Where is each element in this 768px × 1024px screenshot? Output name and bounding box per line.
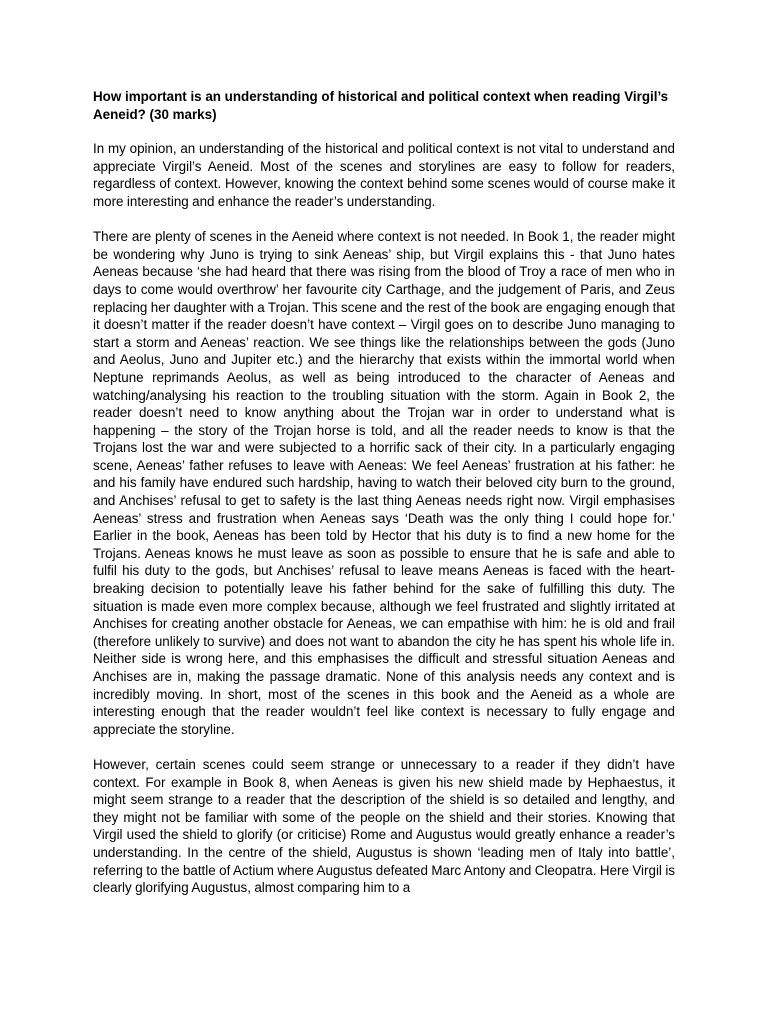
document-page <box>93 88 675 914</box>
paragraph-introduction: In my opinion, an understanding of the historical and political context is not vital to understand and appreciate Virgil’s Aeneid. Most of the scenes and storylines are easy to follow for readers, regardless of context. However, knowing the context behind some scenes would of course make it more interesting and enhance the reader’s understanding. <box>93 141 675 209</box>
paragraph-context-not-needed: There are plenty of scenes in the Aeneid where context is not needed. In Book 1, the reader might be wondering why Juno is trying to sink Aeneas’ ship, but Virgil explains this - that Juno hates Aeneas because ‘she had heard that there was rising from the blood of Troy a race of men who in days to come would overthrow’ her favourite city Carthage, and the judgement of Paris, and Zeus replacing her daughter with a Trojan. This scene and the rest of the book are engaging enough that it doesn’t matter if the reader doesn’t have context – Virgil goes on to describe Juno managing to start a storm and Aeneas’ reaction. We see things like the relationships between the gods (Juno and Aeolus, Juno and Jupiter etc.) and the hierarchy that exists within the immortal world when Neptune reprimands Aeolus, as well as being introduced to the character of Aeneas and watching/analysing his reaction to the troubling situation with the storm. Again in Book 2, the reader doesn’t need to know anything about the Trojan war in order to understand what is happening – the story of the Trojan horse is told, and all the reader needs to know is that the Trojans lost the war and were subjected to a horrific sack of their city. In a particularly engaging scene, Aeneas’ father refuses to leave with Aeneas: We feel Aeneas’ frustration at his father: he and his family have endured such hardship, having to watch their beloved city burn to the ground, and Anchises’ refusal to get to safety is the last thing Aeneas needs right now. Virgil emphasises Aeneas’ stress and frustration when Aeneas says ‘Death was the only thing I could hope for.’ Earlier in the book, Aeneas has been told by Hector that his duty is to find a new home for the Trojans. Aeneas knows he must leave as soon as possible to ensure that he is safe and able to fulfil his duty to the gods, but Anchises’ refusal to leave means Aeneas is faced with the heart-breaking decision to potentially leave his father behind for the sake of fulfilling this duty. The situation is made even more complex because, although we feel frustrated and slightly irritated at Anchises for creating another obstacle for Aeneas, we can empathise with him: he is old and frail (therefore unlikely to survive) and does not want to abandon the city he has spent his whole life in. Neither side is wrong here, and this emphasises the difficult and stressful situation Aeneas and Anchises are in, making the passage dramatic. None of this analysis needs any context and is incredibly moving. In short, most of the scenes in this book and the Aeneid as a whole are interesting enough that the reader wouldn’t feel like context is necessary to fully engage and appreciate the storyline. <box>93 229 675 737</box>
paragraph-context-needed: However, certain scenes could seem strange or unnecessary to a reader if they didn’t have context. For example in Book 8, when Aeneas is given his new shield made by Hephaestus, it might seem strange to a reader that the description of the shield is so detailed and lengthy, and they might not be familiar with some of the people on the shield and their stories. Knowing that Virgil used the shield to glorify (or criticise) Rome and Augustus would greatly enhance a reader’s understanding. In the centre of the shield, Augustus is shown ‘leading men of Italy into battle’, referring to the battle of Actium where Augustus defeated Marc Antony and Cleopatra. Here Virgil is clearly glorifying Augustus, almost comparing him to a <box>93 756 675 896</box>
essay-question-title: How important is an understanding of historical and political context when reading Virgil’s Aeneid? (30 marks) <box>93 89 669 122</box>
